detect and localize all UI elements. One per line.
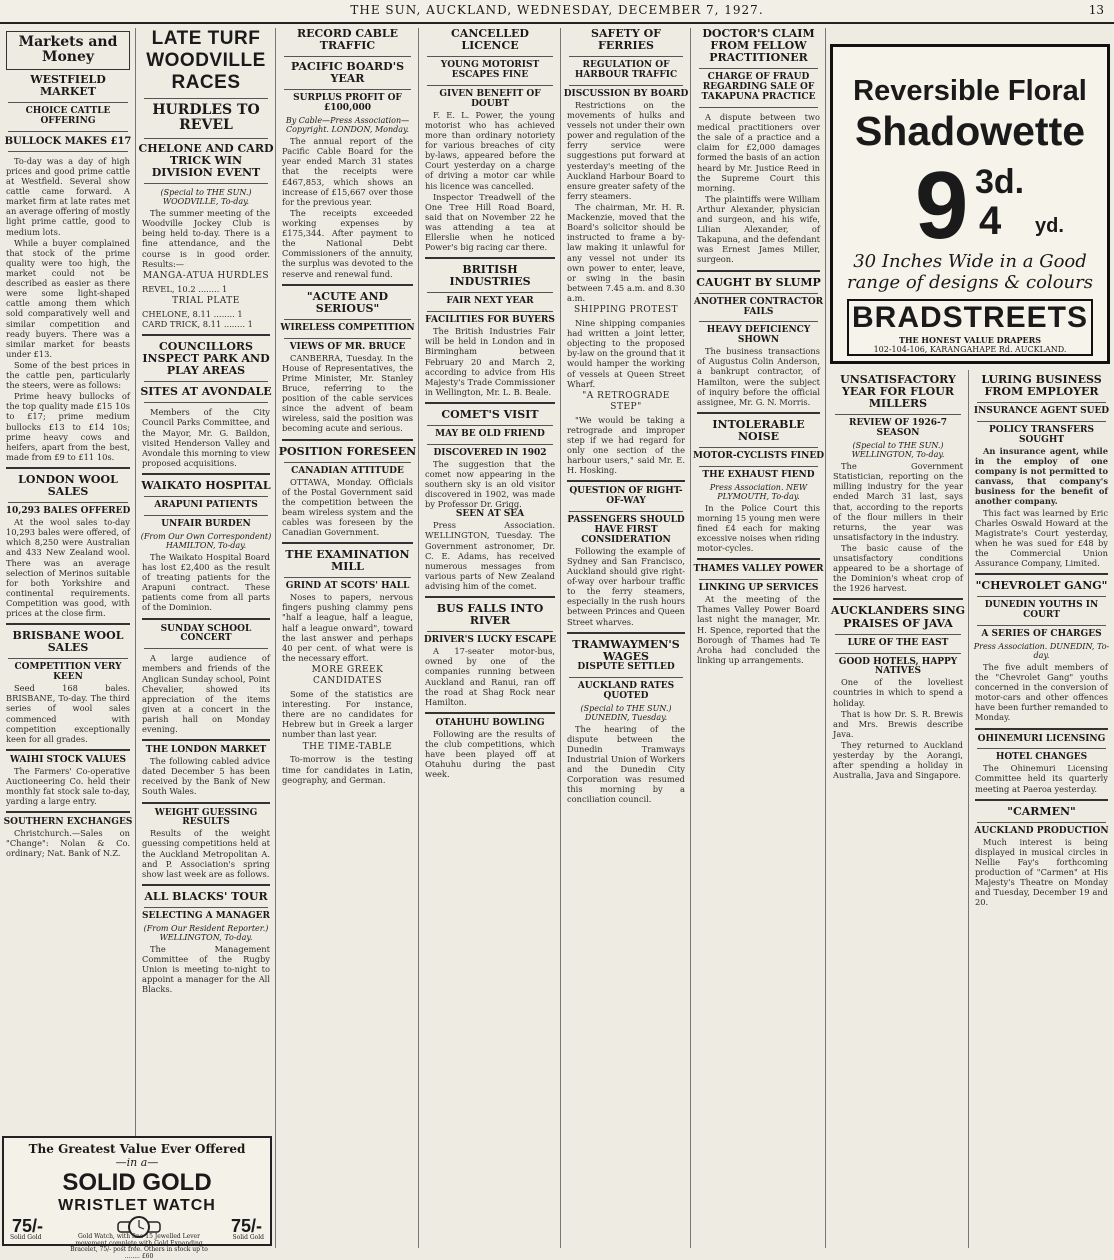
byline: (From Our Resident Reporter.) WELLINGTON, To-day. — [143, 923, 269, 942]
headline: WEIGHT GUESSING RESULTS — [154, 807, 258, 828]
headline: CAUGHT BY SLUMP — [696, 275, 821, 289]
column-insurance — [971, 374, 1112, 1248]
subheadline: MORE GREEK CANDIDATES — [311, 665, 384, 686]
column-rule — [968, 370, 969, 1248]
article-text: The Management Committee of the Rugby Union is meeting to-night to appoint a manager for the All Blacks. — [142, 943, 270, 995]
headline: BRITISH INDUSTRIES — [449, 263, 531, 289]
article-text: The Farmers' Co-operative Auctioneering Co. held their monthly fat stock sale to-day, yarding a large entry. — [6, 765, 130, 807]
article-text: The chairman, Mr. H. R. Mackenzie, moved that the Board's solicitor should be instructed to frame a by-law making it unlawful for any vessel not under its own power to enter, leave, or swing in the basin between 7.45 a.m. and 8.30 a.m. — [567, 201, 685, 303]
subheadline: LINKING UP SERVICES — [698, 583, 819, 594]
headline: UNSATISFACTORY YEAR FOR FLOUR MILLERS — [840, 373, 956, 411]
byline: Press Association. DUNEDIN, To-day. — [973, 641, 1110, 660]
article-text: The Ohinemuri Licensing Committee held its quarterly meeting at Paeroa yesterday. — [975, 763, 1108, 794]
subheadline: A SERIES OF CHARGES — [981, 629, 1102, 640]
headline: OTAHUHU BOWLING — [435, 717, 545, 728]
ad-headline: Shadowette — [854, 108, 1086, 154]
subheadline: AUCKLAND PRODUCTION — [974, 825, 1109, 836]
subheadline: SHIPPING PROTEST — [573, 305, 679, 316]
masthead-title: THE SUN, AUCKLAND, WEDNESDAY, DECEMBER 7, 1927. — [350, 3, 764, 17]
subheadline: MAY BE OLD FRIEND — [435, 429, 545, 440]
subheadline: POLICY TRANSFERS SOUGHT — [989, 425, 1094, 445]
page-number: 13 — [1088, 3, 1104, 17]
headline: WOODVILLE RACES — [146, 50, 266, 93]
subheadline: FAIR NEXT YEAR — [446, 296, 534, 307]
headline: ALL BLACKS' TOUR — [144, 889, 268, 903]
floral-advertisement — [830, 44, 1110, 364]
race-result: CARD TRICK, 8.11 ........ 1 — [142, 318, 253, 329]
ad-brand-tag: THE HONEST VALUE DRAPERS — [898, 335, 1042, 345]
subheadline: SURPLUS PROFIT OF £100,000 — [293, 93, 402, 114]
subheadline: MOTOR-CYCLISTS FINED — [693, 451, 825, 462]
article-text: The following cabled advice dated December 5 has been received by the Bank of New South Wales. — [142, 756, 270, 797]
headline: CANCELLED LICENCE — [451, 27, 529, 53]
subheadline: THE TIME-TABLE — [302, 741, 393, 752]
subheadline: ARAPUNI PATIENTS — [154, 500, 258, 511]
subheadline: SITES AT AVONDALE — [140, 385, 272, 399]
section-heading: Markets and Money — [18, 34, 118, 66]
article-text: Inspector Treadwell of the One Tree Hill Road Board, said that on November 22 he was attending a tea at Ellerslie when he noticed Power's big racing car there. — [425, 191, 555, 253]
ad-product: SOLID GOLD — [62, 1169, 212, 1196]
article-text: While a buyer complained that stock of the prime quality were too high, the market could not be described as easier as there were some light-shaped cattle among them which sold comparatively well and similar competition and ready buyers. There was a similar market for beasts under £13. — [6, 237, 130, 359]
subheadline: HOTEL CHANGES — [995, 752, 1088, 763]
article-text: The suggestion that the comet now appearing in the southern sky is an old visitor discovered in 1902, was made by Professor Dr. Grigg. — [425, 458, 555, 510]
article-text: The Waikato Hospital Board has lost £2,400 as the result of treating patients for the Arapuni contract. These patients come from all parts of the Dominion. — [142, 551, 270, 613]
ad-headline: Reversible Floral — [853, 75, 1087, 107]
column-markets — [2, 28, 134, 1132]
article-text: Some of the statistics are interesting. For instance, there are no candidates for Hebrew but in Greek a larger number than last year. — [282, 688, 413, 740]
headline: LURING BUSINESS FROM EMPLOYER — [981, 373, 1102, 399]
headline: WAIKATO HOSPITAL — [141, 479, 271, 493]
column-doctor — [693, 28, 824, 1248]
headline: TRAMWAYMEN'S WAGES — [572, 637, 680, 663]
headline: OHINEMURI LICENSING — [977, 733, 1106, 744]
subheadline: "A RETROGRADE STEP" — [582, 390, 670, 412]
article-text: To-morrow is the testing time for candidates in Latin, geography, and German. — [282, 754, 413, 785]
ad-product: WRISTLET WATCH — [58, 1197, 216, 1214]
column-cable — [278, 28, 417, 1248]
headline: BUS FALLS INTO RIVER — [436, 602, 544, 628]
price-number: 9 — [915, 152, 969, 259]
headline: QUESTION OF RIGHT-OF-WAY — [569, 486, 683, 507]
article-text: The hearing of the dispute between the Dunedin Tramways Industrial Union of Workers and the Dunedin City Corporation was resumed this morning by a conciliation council. — [567, 723, 685, 805]
subheadline: REGULATION OF HARBOUR TRAFFIC — [574, 60, 678, 81]
article-text: This fact was learned by Eric Charles Oswald Howard at the Magistrate's Court yesterday, when he was sued for £48 by the Commercial Union Assurance Company, Limited. — [975, 507, 1108, 569]
ad-headline: The Greatest Value Ever Offered — [28, 1142, 246, 1156]
subheadline: REVIEW OF 1926-7 SEASON — [848, 418, 948, 439]
byline: Press Association. NEW PLYMOUTH, To-day. — [709, 482, 808, 501]
ad-tagline: 30 Inches Wide in a Good range of designs & colours — [847, 251, 1093, 293]
column-rule — [418, 28, 419, 1248]
headline: "ACUTE AND SERIOUS" — [306, 289, 389, 315]
headline: SUNDAY SCHOOL CONCERT — [160, 623, 252, 644]
article-text: The basic cause of the unsatisfactory conditions appeared to be a shortage of the Dominion's wheat crop of the 1926 harvest. — [833, 542, 963, 594]
article-text: The summer meeting of the Woodville Jockey Club is being held to-day. There is a fine attendance, and the course is in good order. Results:— — [142, 208, 270, 269]
headline: SOUTHERN EXCHANGES — [3, 817, 133, 828]
headline: AUCKLANDERS SING PRAISES OF JAVA — [830, 604, 966, 630]
headline: WESTFIELD MARKET — [30, 72, 106, 98]
column-rule — [275, 28, 276, 1248]
article-text: In the Police Court this morning 15 young men were fined £4 each for making excessive noises when riding motor-cycles. — [697, 502, 820, 554]
subheadline: HURDLES TO REVEL — [152, 102, 260, 134]
subheadline: COMPETITION VERY KEEN — [14, 662, 122, 683]
article-text: F. E. L. Power, the young motorist who has achieved more than ordinary notoriety for various breaches of city by-laws, appeared before the Court yesterday on a charge of driving a motor car while his licence was cancelled. — [425, 109, 555, 191]
race-name: TRIAL PLATE — [172, 295, 240, 306]
column-rule — [135, 28, 136, 1248]
ad-price — [833, 152, 1107, 259]
article-text: The receipts exceeded working expenses by £175,344. After payment to the National Debt Commissioners of the annuity, the surplus was devoted to the reserve and renewal fund. — [282, 207, 413, 279]
article-text: The plaintiffs were William Arthur Alexander, physician and surgeon, and his wife, Lilian Alexander, of Takapuna, and the defendant was Ernest James Miller, surgeon. — [697, 193, 820, 265]
headline: INTOLERABLE NOISE — [712, 417, 805, 443]
race-result: REVEL, 10.2 ........ 1 — [142, 283, 228, 294]
article-text: Nine shipping companies had written a joint letter, objecting to the proposed by-law on the ground that it would hamper the working of vessels at Queen Street Wharf. — [567, 318, 685, 389]
subheadline: LURE OF THE EAST — [847, 637, 949, 648]
subheadline: DISCUSSION BY BOARD — [563, 88, 689, 99]
headline: BRISBANE WOOL SALES — [12, 629, 124, 655]
subheadline: SELECTING A MANAGER — [142, 910, 270, 921]
article-text: Following the example of Sydney and San Francisco, Auckland should give right-of-way over harbour traffic to the ferry steamers, especially in the rush hours between Princes and Queen Street wharves. — [567, 545, 686, 627]
headline: THAMES VALLEY POWER — [693, 564, 824, 575]
article-text: To-day was a day of high prices and good prime cattle at Westfield. Several show cattle came forward. A market firm at late rates met an average offering of mostly light prime cattle, good to medium lots. — [6, 155, 130, 237]
article-text: A dispute between two medical practitioners over the sale of a practice and a claim for £2,000 damages formed the basis of an action heard by Mr. Justice Reed in the Supreme Court this morning. — [697, 111, 820, 193]
subheadline: PASSENGERS SHOULD HAVE FIRST CONSIDERATION — [567, 515, 685, 545]
price-unit: yd. — [1035, 215, 1064, 237]
subheadline: YOUNG MOTORIST ESCAPES FINE — [440, 60, 540, 81]
headline: DOCTOR'S CLAIM FROM FELLOW PRACTITIONER — [702, 27, 815, 65]
subheadline: INSURANCE AGENT SUED — [973, 406, 1110, 417]
article-text: Prime heavy bullocks of the top quality made £15 10s to £17; prime medium bullocks £13 to £14 10s; prime heavy cows and heifers, apart from the best, made from £9 to £11 10s. — [6, 391, 130, 462]
article-text: Following are the results of the club competitions, which have been played off at Otahuhu during the past week. — [425, 728, 555, 780]
article-text: The Government Statistician, reporting on the milling industry for the year ended March 31 last, says that, according to the reports of the flour millers in their returns, the year was unsatisfactory in the industry. — [833, 461, 963, 542]
subheadline: CHOICE CATTLE OFFERING — [25, 105, 111, 126]
article-text: At the meeting of the Thames Valley Power Board last night the manager, Mr. H. Spence, reported that the Borough of Thames had Te Aroha had concluded the linking up arrangements. — [697, 594, 820, 665]
ad-brand-box — [847, 299, 1093, 356]
article-text: CANBERRA, Tuesday. In the House of Representatives, the Prime Minister, Mr. Stanley Bruce, referring to the position of the cable services since the advent of beam wireless, said the position was becoming acute and serious. — [282, 352, 413, 434]
article-text: At the wool sales to-day 10,293 bales were offered, of which 8,250 were Australian and 433 New Zealand wool. There was an average selection of Merinos suitable for both Yorkshire and continental requirements. Competition was good, with prices at the close firm. — [6, 517, 130, 619]
article-text: The five adult members of the "Chevrolet Gang" youths concerned in the conversion of motor-cars and other offences have been further remanded to Monday. — [975, 661, 1108, 723]
ad-brand: BRADSTREETS — [851, 301, 1088, 334]
headline: COMET'S VISIT — [441, 408, 539, 422]
byline: (Special to THE SUN.) DUNEDIN, Tuesday. — [580, 703, 672, 722]
article-text: Restrictions on the movements of hulks and vessels not under their own power and regulation of the ferry service were suggestions put forward at yesterday's meeting of the Auckland Harbour Board to ensure greater safety of the ferry steamers. — [567, 99, 685, 201]
headline: "CARMEN" — [1007, 804, 1076, 818]
subheadline: FACILITIES FOR BUYERS — [425, 315, 555, 326]
subheadline: GRIND AT SCOTS' HALL — [285, 581, 410, 592]
article-text: A large audience of members and friends of the Anglican Sunday school, Point Chevalier, showed its appreciation of the items given at a concert in the parish hall on Monday evening. — [142, 653, 270, 735]
byline: (Special to THE SUN.) WELLINGTON, To-day. — [851, 441, 945, 460]
article-text: They returned to Auckland yesterday by the Aorangi, after spending a holiday in Australia, Java and Singapore. — [833, 740, 963, 781]
column-rule — [560, 28, 561, 1248]
ad-text: Solid Gold — [232, 1234, 264, 1241]
article-text: Press Association. WELLINGTON, Tuesday. The Government astronomer, Dr. C. E. Adams, has received numerous messages from various parts of New Zealand advising him of the comet. — [425, 520, 555, 591]
headline: RECORD CABLE TRAFFIC — [296, 27, 399, 53]
byline: By Cable—Press Association—Copyright. LONDON, Monday. — [285, 116, 410, 135]
ad-address: 102-104-106, KARANGAHAPE Rd. AUCKLAND. — [873, 345, 1067, 354]
article-text: That is how Dr. S. R. Brewis and Mrs. Brewis describe Java. — [833, 708, 963, 739]
headline: POSITION FORESEEN — [278, 444, 417, 458]
subheadline: HEAVY DEFICIENCY SHOWN — [706, 325, 811, 346]
subheadline: DISCOVERED IN 1902 — [433, 448, 547, 458]
subheadline: CANADIAN ATTITUDE — [291, 465, 404, 476]
headline: LATE TURF — [151, 28, 261, 49]
headline: THE EXAMINATION MILL — [285, 548, 410, 574]
price-pence: 3d. — [975, 163, 1025, 201]
price-fraction: 4 — [979, 199, 1002, 243]
byline: (Special to THE SUN.) WOODVILLE, To-day. — [160, 188, 252, 207]
race-result: CHELONE, 8.11 ........ 1 — [142, 308, 243, 319]
subheadline: 10,293 BALES OFFERED — [5, 506, 131, 517]
subheadline: GOOD HOTELS, HAPPY NATIVES — [838, 656, 958, 677]
column-licence — [421, 28, 559, 1248]
headline: SAFETY OF FERRIES — [591, 27, 661, 53]
article-text: The business transactions of Augustus Colin Anderson, a bankrupt contractor, of Hamilton, were the subject of inquiry before the official assignee, Mr. G. N. Morris. — [697, 346, 820, 407]
race-name: MANGA-ATUA HURDLES — [142, 270, 270, 281]
headline: THE LONDON MARKET — [145, 745, 267, 756]
article-text: Much interest is being displayed in musical circles in Nellie Fay's forthcoming production of "Carmen" at His Majesty's Theatre on Monday and Tuesday, December 19 and 20. — [975, 836, 1108, 908]
article-text: OTTAWA, Monday. Officials of the Postal Government said the competition between the beam wireless system and the cables was foreseen by the Canadian Government. — [282, 476, 413, 538]
headline: LONDON WOOL SALES — [18, 473, 118, 499]
column-ferries — [563, 28, 689, 1248]
headline: COUNCILLORS INSPECT PARK AND PLAY AREAS — [142, 339, 270, 378]
article-text: "We would be taking a retrograde and improper step if we had regard for only one section of the harbour users," said Mr. E. H. Hosking. — [567, 414, 685, 476]
article-text: The British Industries Fair will be held in London and in Birmingham between February 20 and March 2, according to advice from His Majesty's Trade Commissioner in Wellington, Mr. L. B. Beale. — [425, 326, 555, 397]
article-text: Some of the best prices in the cattle pen, particularly the steers, were as follows: — [6, 359, 130, 391]
byline: (From Our Own Correspondent) HAMILTON, To-day. — [140, 531, 272, 550]
column-flour — [829, 374, 967, 1248]
subheadline: SEEN AT SEA — [455, 509, 525, 520]
ad-text: —in a— — [115, 1156, 159, 1169]
article-text: Christchurch.—Sales on "Change": Nolan & Co. ordinary; Nat. Bank of N.Z. — [6, 828, 130, 859]
subheadline: DISPUTE SETTLED — [577, 661, 675, 672]
ad-price: 75/- — [230, 1216, 262, 1236]
article-text: Results of the weight guessing competitions held at the Auckland Metropolitan A. and P. Association's spring show last week are as follows. — [142, 828, 270, 879]
subheadline: PACIFIC BOARD'S YEAR — [290, 60, 405, 86]
subheadline: VIEWS OF MR. BRUCE — [289, 341, 406, 352]
article-text: One of the loveliest countries in which to spend a holiday. — [833, 677, 963, 708]
subheadline: UNFAIR BURDEN — [161, 519, 251, 529]
subheadline: AUCKLAND RATES QUOTED — [577, 680, 675, 701]
column-rule — [690, 28, 691, 1248]
watch-advertisement — [2, 1136, 272, 1260]
article-text: Seed 168 bales. BRISBANE, To-day. The third series of wool sales commenced with competition exceptionally keen for all grades. — [6, 683, 130, 744]
subheadline: CHARGE OF FRAUD REGARDING SALE OF TAKAPUNA PRACTICE — [701, 72, 816, 103]
ad-text: Solid Gold — [10, 1234, 42, 1241]
article-text: Members of the City Council Parks Committee, and the Mayor, Mr. G. Baildon, visited Henderson Valley and Avondale this morning to view proposed acquisitions. — [142, 407, 270, 468]
headline: WAIHI STOCK VALUES — [9, 754, 127, 765]
article-text: A 17-seater motor-bus, owned by one of the companies running between Auckland and Ranui, ran off the road at Shag Rock near Hamilton. — [425, 646, 555, 707]
subheadline: BULLOCK MAKES £17 — [4, 135, 132, 147]
ad-text: Gold Watch, with fine 15 Jewelled Lever movement complete with Gold Expanding Bracelet, 75/- post free. Others in stock up to ........ £60 — [70, 1233, 208, 1260]
article-text: An insurance agent, while in the employ of one company is not permitted to canvass, that company's business for the benefit of another company. — [975, 445, 1108, 507]
subheadline: GIVEN BENEFIT OF DOUBT — [439, 88, 541, 109]
subheadline: CHELONE AND CARD TRICK WIN DIVISION EVENT — [138, 141, 274, 179]
subheadline: DRIVER'S LUCKY ESCAPE — [423, 635, 557, 646]
ad-price: 75/- — [12, 1216, 44, 1236]
subheadline: DUNEDIN YOUTHS IN COURT — [984, 600, 1099, 621]
subheadline: THE EXHAUST FIEND — [702, 469, 815, 480]
article-text: The annual report of the Pacific Cable Board for the year ended March 31 states that the receipts were £467,853, which shows an increase of £15,667 over those for the previous year. — [282, 136, 413, 207]
headline: "CHEVROLET GANG" — [975, 579, 1108, 593]
article-text: Noses to papers, nervous fingers pushing clammy pens "half a league, half a league, half a league onward", toward the last answer and perhaps 40 per cent. of what were is the necessary effort. — [282, 592, 413, 663]
subheadline: ANOTHER CONTRACTOR FAILS — [693, 296, 824, 317]
subheadline: WIRELESS COMPETITION — [280, 322, 415, 333]
column-rule — [825, 28, 826, 1248]
masthead — [0, 0, 1114, 24]
column-turf — [138, 28, 274, 1132]
